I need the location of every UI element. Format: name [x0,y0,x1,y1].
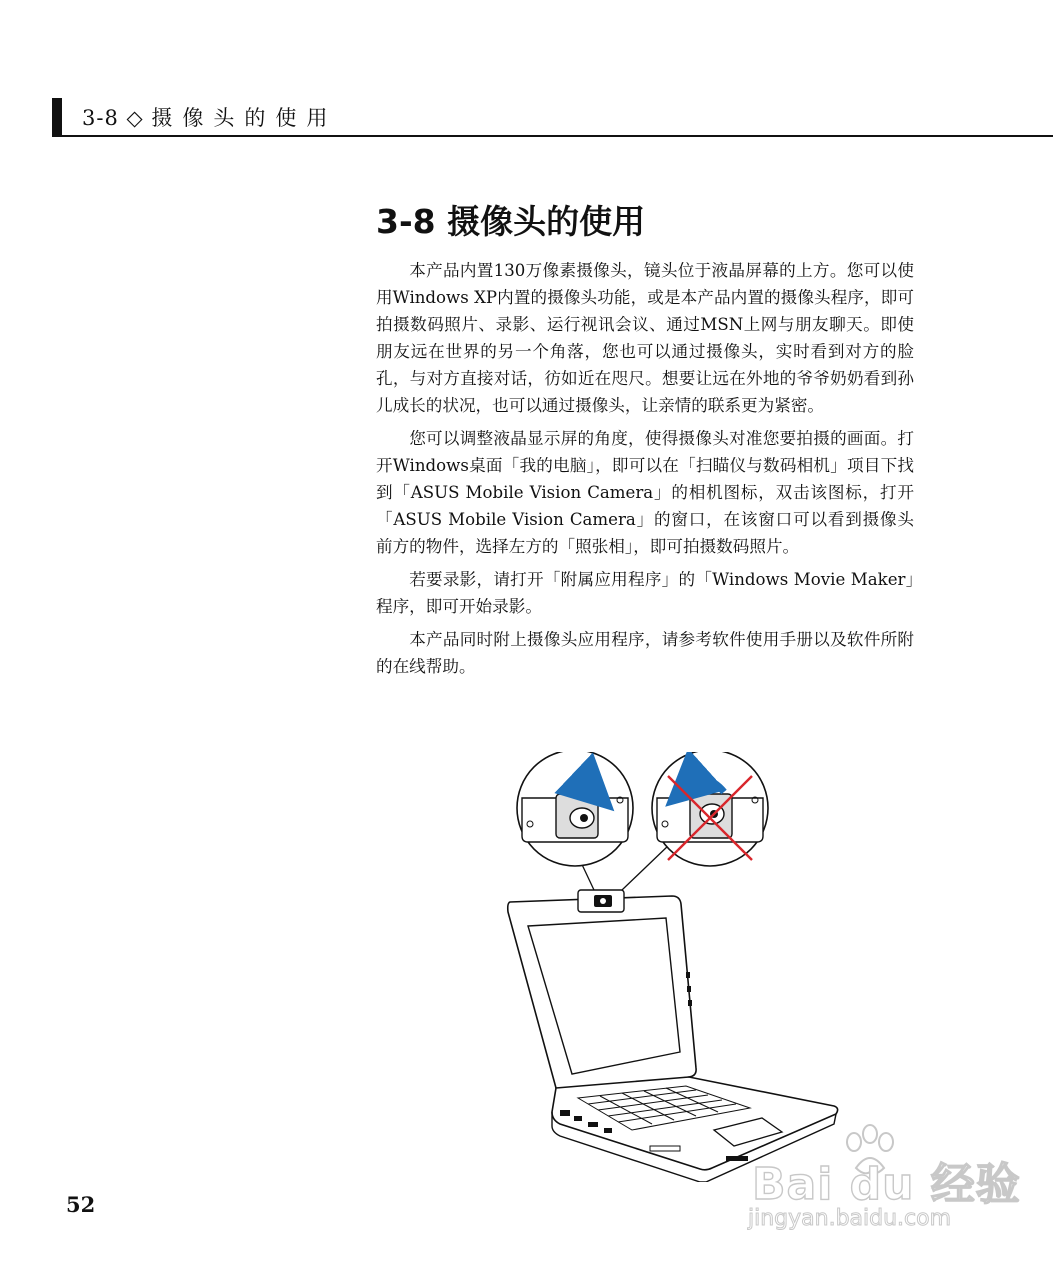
header-diamond-icon: ◇ [126,106,144,130]
section-title: 3-8 摄像头的使用 [376,202,646,241]
body-text [376,257,914,686]
watermark-brand: Bai du 经验 [752,1159,1021,1210]
incorrect-camera-callout [652,752,768,866]
laptop-camera-drawing [500,752,850,1182]
paragraph: 本产品内置130万像素摄像头，镜头位于液晶屏幕的上方。您可以使用Windows XP内置的摄像头功能，或是本产品内置的摄像头程序，即可拍摄数码照片、录影、运行视讯会议、通过MSN上网与朋友聊天。即使朋友远在世界的另一个角落，您也可以通过摄像头，实时看到对方的脸孔，与对方直接对话，彷如近在咫尺。想要让远在外地的爷爷奶奶看到孙儿成长的状况，也可以通过摄像头，让亲情的联系更为紧密。 [376,261,914,415]
page-number: 52 [66,1192,96,1217]
correct-camera-callout [517,752,633,866]
watermark-url: jingyan.baidu.com [748,1206,952,1231]
header-rule [52,135,1053,137]
laptop-camera-illustration [500,752,850,1182]
paragraph: 本产品同时附上摄像头应用程序，请参考软件使用手册以及软件所附的在线帮助。 [376,630,914,676]
header-marker-block [52,98,62,136]
header-title: 摄像头的使用 [151,106,338,130]
header-section-number: 3-8 [82,106,119,130]
paragraph: 您可以调整液晶显示屏的角度，使得摄像头对准您要拍摄的画面。打开Windows桌面「我的电脑」，即可以在「扫瞄仪与数码相机」项目下找到「ASUS Mobile Vision Camera」的相机图标，双击该图标，打开「ASUS Mobile Vision Camera」的窗口，在该窗口可以看到摄像头前方的物件，选择左方的「照张相」，即可拍摄数码照片。 [376,429,914,556]
paragraph: 若要录影，请打开「附属应用程序」的「Windows Movie Maker」程序，即可开始录影。 [376,570,914,616]
running-header [52,96,1053,138]
callout-line-right [622,844,670,890]
baidu-watermark [740,1120,1021,1240]
header-text [82,102,337,132]
